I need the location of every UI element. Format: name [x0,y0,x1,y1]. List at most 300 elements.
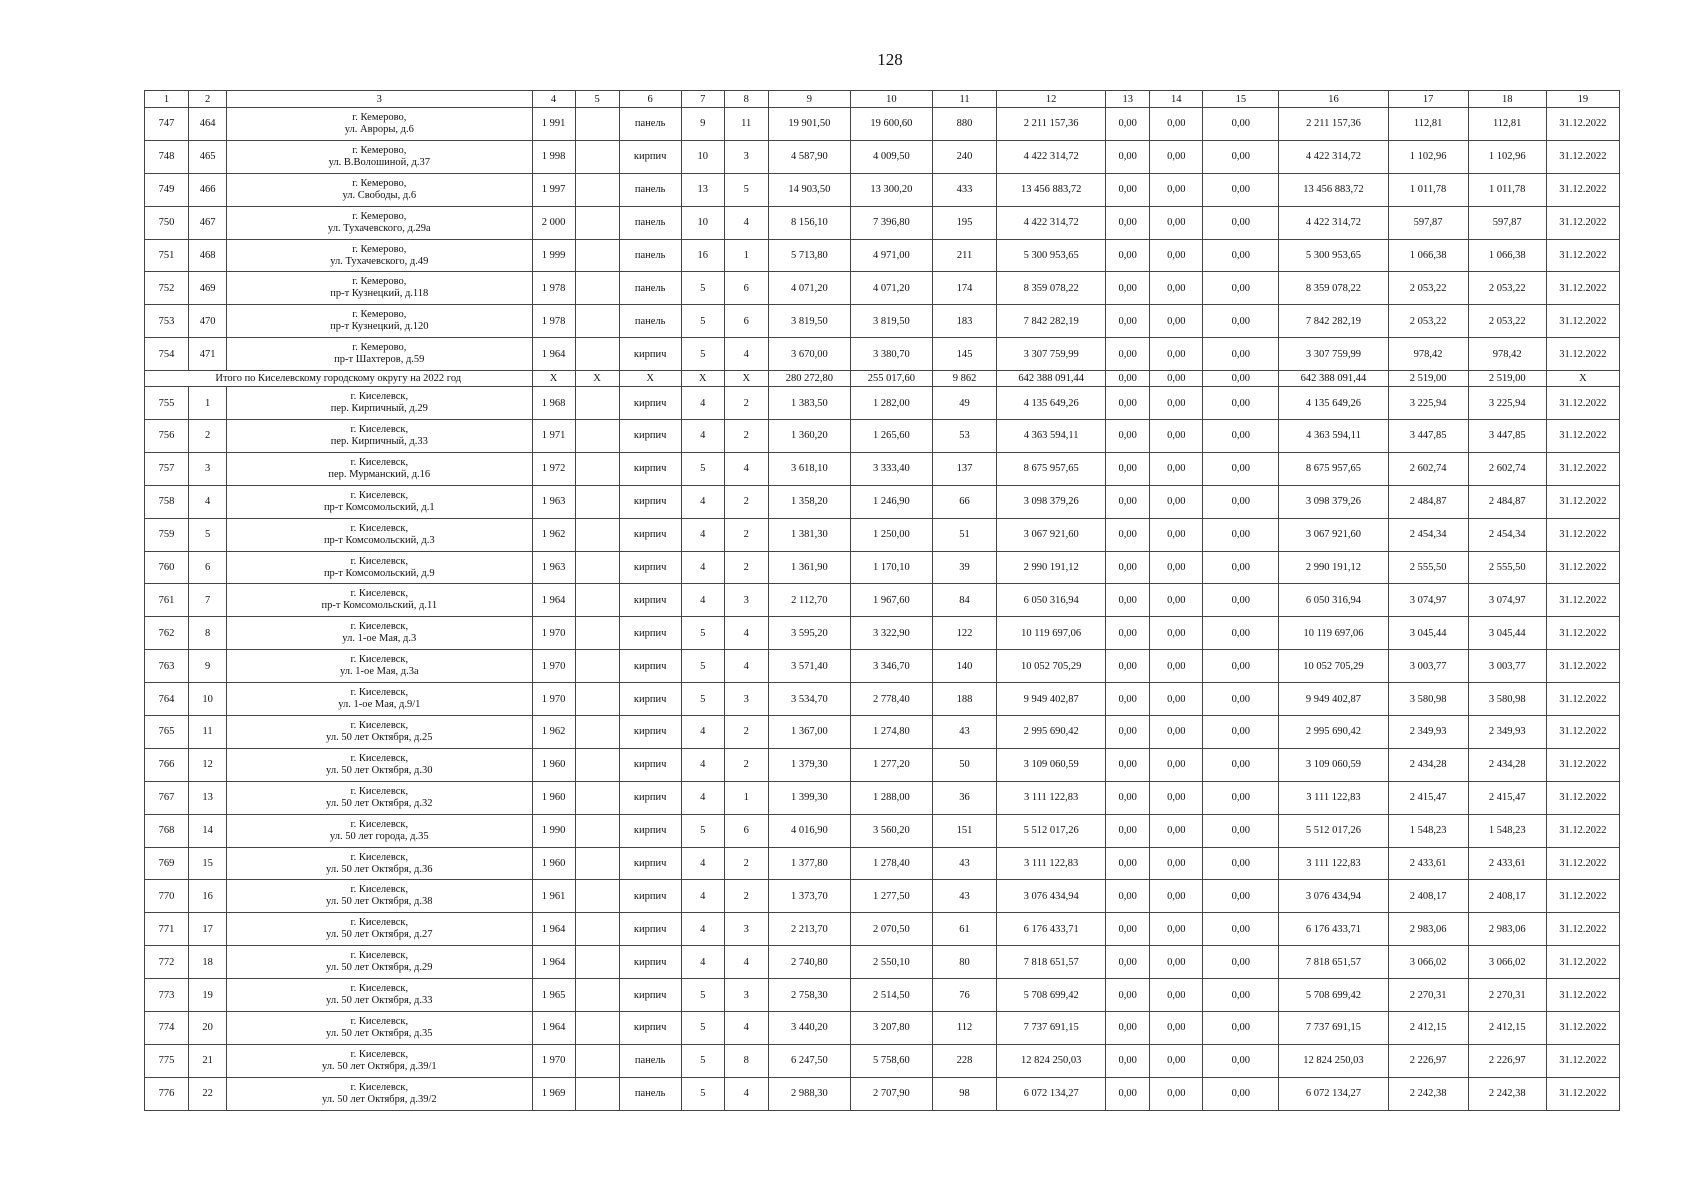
cell-c14: 0,00 [1150,781,1203,814]
cell-year: 1 970 [532,683,575,716]
cell-c18: 2 408,17 [1468,880,1546,913]
cell-address [227,452,532,485]
cell-n: 771 [145,913,189,946]
cell-c15: 0,00 [1203,814,1279,847]
cell-c19: 31.12.2022 [1546,584,1619,617]
cell-k: 17 [189,913,227,946]
cell-n: 760 [145,551,189,584]
cell-mat: панель [619,239,681,272]
cell-a10: 7 396,80 [850,206,932,239]
cell-a10: 3 380,70 [850,338,932,371]
cell-en: X [724,371,768,387]
cell-a9: 3 440,20 [768,1012,850,1045]
cell-c15: 0,00 [1203,305,1279,338]
cell-c12: 5 708 699,42 [997,979,1106,1012]
cell-c18: 3 580,98 [1468,683,1546,716]
cell-n: 750 [145,206,189,239]
cell-c11: 39 [932,551,996,584]
cell-c15: 0,00 [1203,272,1279,305]
cell-a9: 1 361,90 [768,551,850,584]
address-street: ул. Тухачевского, д.49 [330,255,429,267]
cell-c13: 0,00 [1106,584,1150,617]
cell-c13: 0,00 [1106,683,1150,716]
cell-mat: панель [619,305,681,338]
cell-c19: 31.12.2022 [1546,272,1619,305]
cell-c16: 10 052 705,29 [1279,650,1388,683]
cell-year: 1 970 [532,650,575,683]
cell-c12: 3 111 122,83 [997,781,1106,814]
cell-c19: 31.12.2022 [1546,452,1619,485]
cell-mat: панель [619,272,681,305]
cell-a9: 3 571,40 [768,650,850,683]
address-city: г. Киселевск, [350,917,409,929]
cell-address [227,716,532,749]
cell-fl: 4 [681,913,724,946]
address-street: ул. 1-ое Мая, д.3 [342,633,417,645]
cell-c5 [575,584,619,617]
cell-fl: 4 [681,880,724,913]
cell-c15: 0,00 [1203,847,1279,880]
cell-c14: 0,00 [1150,371,1203,387]
cell-a10: 1 274,80 [850,716,932,749]
cell-mat: панель [619,173,681,206]
column-number-18: 18 [1468,91,1546,108]
cell-year: 1 990 [532,814,575,847]
table-row [145,338,1620,371]
cell-a10: 2 550,10 [850,946,932,979]
cell-c13: 0,00 [1106,173,1150,206]
cell-n: 776 [145,1077,189,1110]
cell-year: 1 969 [532,1077,575,1110]
cell-a9: 3 595,20 [768,617,850,650]
cell-n: 751 [145,239,189,272]
cell-en: 2 [724,420,768,453]
cell-a10: 1 170,10 [850,551,932,584]
cell-c12: 3 109 060,59 [997,748,1106,781]
cell-c11: 43 [932,847,996,880]
cell-c17: 3 003,77 [1388,650,1468,683]
cell-c5 [575,650,619,683]
cell-year: 1 965 [532,979,575,1012]
cell-k: 22 [189,1077,227,1110]
cell-c14: 0,00 [1150,305,1203,338]
cell-en: 3 [724,683,768,716]
cell-c11: 240 [932,140,996,173]
cell-address [227,485,532,518]
cell-address [227,1077,532,1110]
cell-c12: 5 512 017,26 [997,814,1106,847]
cell-fl: 5 [681,1044,724,1077]
cell-fl: 4 [681,748,724,781]
cell-c13: 0,00 [1106,650,1150,683]
cell-c11: 61 [932,913,996,946]
table-row [145,1077,1620,1110]
cell-c19: 31.12.2022 [1546,551,1619,584]
cell-n: 759 [145,518,189,551]
total-label: Итого по Киселевскому городскому округу на 2022 год [145,371,533,387]
cell-en: 6 [724,305,768,338]
cell-c19: 31.12.2022 [1546,880,1619,913]
cell-c16: 642 388 091,44 [1279,371,1388,387]
cell-c11: 151 [932,814,996,847]
cell-c11: 137 [932,452,996,485]
cell-c12: 4 422 314,72 [997,206,1106,239]
cell-c5 [575,108,619,141]
cell-c18: 2 433,61 [1468,847,1546,880]
cell-c15: 0,00 [1203,1044,1279,1077]
cell-c19: 31.12.2022 [1546,420,1619,453]
table-row [145,485,1620,518]
table-row [145,206,1620,239]
address-street: пр-т Комсомольский, д.3 [323,534,435,546]
cell-c16: 4 135 649,26 [1279,387,1388,420]
cell-address [227,1012,532,1045]
cell-a9: 3 670,00 [768,338,850,371]
cell-c14: 0,00 [1150,814,1203,847]
cell-c14: 0,00 [1150,173,1203,206]
address-street: ул. 50 лет города, д.35 [329,830,429,842]
cell-c14: 0,00 [1150,387,1203,420]
cell-en: 3 [724,140,768,173]
cell-c17: 112,81 [1388,108,1468,141]
table-row [145,716,1620,749]
cell-fl: 5 [681,452,724,485]
cell-c13: 0,00 [1106,979,1150,1012]
cell-a10: 1 246,90 [850,485,932,518]
cell-address [227,239,532,272]
cell-year: 1 968 [532,387,575,420]
cell-k: 471 [189,338,227,371]
address-street: ул. 50 лет Октября, д.38 [326,896,433,908]
address-city: г. Киселевск, [350,456,409,468]
cell-c5 [575,173,619,206]
cell-c11: 433 [932,173,996,206]
cell-k: 15 [189,847,227,880]
cell-c14: 0,00 [1150,140,1203,173]
cell-c18: 1 102,96 [1468,140,1546,173]
cell-c19: 31.12.2022 [1546,485,1619,518]
cell-a10: 3 819,50 [850,305,932,338]
cell-mat: кирпич [619,880,681,913]
cell-fl: 5 [681,683,724,716]
cell-c19: 31.12.2022 [1546,1012,1619,1045]
cell-c13: 0,00 [1106,1012,1150,1045]
cell-c14: 0,00 [1150,880,1203,913]
cell-c11: 880 [932,108,996,141]
cell-n: 772 [145,946,189,979]
cell-a10: 1 278,40 [850,847,932,880]
cell-mat: кирпич [619,420,681,453]
cell-c12: 3 307 759,99 [997,338,1106,371]
cell-address [227,979,532,1012]
cell-c13: 0,00 [1106,239,1150,272]
cell-c12: 12 824 250,03 [997,1044,1106,1077]
cell-en: 2 [724,518,768,551]
cell-k: 466 [189,173,227,206]
cell-fl: 4 [681,387,724,420]
address-street: ул. 50 лет Октября, д.33 [326,995,433,1007]
cell-address [227,880,532,913]
cell-fl: 5 [681,650,724,683]
cell-c13: 0,00 [1106,420,1150,453]
cell-n: 773 [145,979,189,1012]
cell-k: 7 [189,584,227,617]
cell-mat: кирпич [619,650,681,683]
cell-c13: 0,00 [1106,371,1150,387]
cell-c13: 0,00 [1106,617,1150,650]
cell-fl: 4 [681,420,724,453]
cell-c14: 0,00 [1150,108,1203,141]
cell-c17: 2 053,22 [1388,272,1468,305]
cell-year: 1 962 [532,716,575,749]
cell-c13: 0,00 [1106,847,1150,880]
table-row [145,140,1620,173]
cell-a9: 1 399,30 [768,781,850,814]
cell-a10: 3 322,90 [850,617,932,650]
address-city: г. Киселевск, [350,621,409,633]
table-row [145,979,1620,1012]
cell-a10: 3 560,20 [850,814,932,847]
address-city: г. Киселевск, [350,1015,409,1027]
table-row [145,781,1620,814]
cell-c18: 3 003,77 [1468,650,1546,683]
cell-en: 4 [724,1012,768,1045]
cell-c17: 2 519,00 [1388,371,1468,387]
cell-address [227,338,532,371]
cell-a9: 2 740,80 [768,946,850,979]
cell-mat: кирпич [619,485,681,518]
cell-a10: 4 071,20 [850,272,932,305]
cell-c15: 0,00 [1203,748,1279,781]
cell-c12: 5 300 953,65 [997,239,1106,272]
cell-c19: 31.12.2022 [1546,140,1619,173]
address-city: г. Кемерово, [352,177,407,189]
cell-c17: 3 447,85 [1388,420,1468,453]
cell-a10: 3 207,80 [850,1012,932,1045]
cell-fl: 13 [681,173,724,206]
cell-c16: 2 211 157,36 [1279,108,1388,141]
address-street: ул. 1-ое Мая, д.9/1 [338,699,421,711]
cell-en: 1 [724,239,768,272]
cell-mat: кирпич [619,683,681,716]
cell-c18: 2 555,50 [1468,551,1546,584]
address-street: ул. 50 лет Октября, д.29 [326,962,433,974]
cell-c11: 49 [932,387,996,420]
cell-c13: 0,00 [1106,946,1150,979]
cell-c16: 6 072 134,27 [1279,1077,1388,1110]
cell-k: 19 [189,979,227,1012]
cell-n: 753 [145,305,189,338]
cell-c15: 0,00 [1203,650,1279,683]
table-row [145,305,1620,338]
cell-c18: 978,42 [1468,338,1546,371]
cell-address [227,140,532,173]
cell-n: 767 [145,781,189,814]
cell-address [227,272,532,305]
address-city: г. Киселевск, [350,785,409,797]
cell-mat: кирпич [619,452,681,485]
cell-en: 2 [724,880,768,913]
cell-a10: 1 265,60 [850,420,932,453]
cell-fl: 10 [681,206,724,239]
cell-c5 [575,206,619,239]
cell-c16: 13 456 883,72 [1279,173,1388,206]
address-street: ул. 50 лет Октября, д.27 [326,929,433,941]
address-street: ул. В.Волошиной, д.37 [328,156,430,168]
table-row [145,946,1620,979]
cell-address [227,551,532,584]
cell-k: 2 [189,420,227,453]
cell-year: 1 964 [532,338,575,371]
cell-address [227,305,532,338]
cell-a10: 19 600,60 [850,108,932,141]
cell-en: 2 [724,551,768,584]
address-city: г. Киселевск, [350,851,409,863]
cell-c17: 2 412,15 [1388,1012,1468,1045]
cell-c19: 31.12.2022 [1546,946,1619,979]
cell-c11: 98 [932,1077,996,1110]
cell-c17: 2 555,50 [1388,551,1468,584]
cell-c12: 10 052 705,29 [997,650,1106,683]
cell-c16: 7 842 282,19 [1279,305,1388,338]
cell-c14: 0,00 [1150,1012,1203,1045]
cell-c18: 112,81 [1468,108,1546,141]
column-number-row [145,91,1620,108]
cell-c11: 51 [932,518,996,551]
cell-a9: 4 016,90 [768,814,850,847]
cell-a9: 1 379,30 [768,748,850,781]
cell-fl: 5 [681,338,724,371]
cell-c17: 597,87 [1388,206,1468,239]
cell-c5 [575,781,619,814]
cell-c5 [575,1077,619,1110]
cell-k: 21 [189,1044,227,1077]
cell-c14: 0,00 [1150,683,1203,716]
cell-address [227,781,532,814]
cell-c18: 3 074,97 [1468,584,1546,617]
cell-c12: 3 111 122,83 [997,847,1106,880]
cell-c13: 0,00 [1106,387,1150,420]
cell-fl: 4 [681,518,724,551]
cell-fl: 4 [681,946,724,979]
cell-a10: 1 250,00 [850,518,932,551]
address-city: г. Киселевск, [350,719,409,731]
cell-a10: 1 288,00 [850,781,932,814]
table-row [145,913,1620,946]
cell-en: 2 [724,716,768,749]
address-street: пр-т Комсомольский, д.9 [323,567,435,579]
cell-c18: 597,87 [1468,206,1546,239]
cell-fl: 4 [681,584,724,617]
cell-c12: 2 990 191,12 [997,551,1106,584]
cell-n: 770 [145,880,189,913]
cell-mat: X [619,371,681,387]
cell-c11: 112 [932,1012,996,1045]
cell-a10: 3 346,70 [850,650,932,683]
cell-mat: кирпич [619,617,681,650]
cell-k: 8 [189,617,227,650]
cell-a9: 3 618,10 [768,452,850,485]
cell-c14: 0,00 [1150,272,1203,305]
cell-n: 754 [145,338,189,371]
cell-c14: 0,00 [1150,584,1203,617]
address-city: г. Киселевск, [350,950,409,962]
cell-n: 763 [145,650,189,683]
cell-c16: 8 675 957,65 [1279,452,1388,485]
table-row [145,584,1620,617]
cell-year: 1 971 [532,420,575,453]
cell-en: 2 [724,387,768,420]
cell-c19: 31.12.2022 [1546,387,1619,420]
cell-c15: 0,00 [1203,206,1279,239]
cell-c5 [575,485,619,518]
cell-c14: 0,00 [1150,617,1203,650]
cell-c15: 0,00 [1203,239,1279,272]
column-number-10: 10 [850,91,932,108]
cell-c11: 76 [932,979,996,1012]
cell-a9: 1 367,00 [768,716,850,749]
cell-c16: 10 119 697,06 [1279,617,1388,650]
cell-c14: 0,00 [1150,338,1203,371]
address-city: г. Киселевск, [350,687,409,699]
cell-c5 [575,716,619,749]
cell-c18: 2 519,00 [1468,371,1546,387]
cell-c19: 31.12.2022 [1546,913,1619,946]
cell-mat: кирпич [619,814,681,847]
cell-a9: 2 213,70 [768,913,850,946]
cell-a9: 2 112,70 [768,584,850,617]
cell-k: 468 [189,239,227,272]
address-street: ул. Свободы, д.6 [342,189,417,201]
cell-c12: 6 050 316,94 [997,584,1106,617]
address-city: г. Киселевск, [350,555,409,567]
cell-c5 [575,452,619,485]
cell-year: 1 970 [532,617,575,650]
cell-c15: 0,00 [1203,880,1279,913]
cell-c16: 5 708 699,42 [1279,979,1388,1012]
address-street: ул. 50 лет Октября, д.36 [326,863,433,875]
cell-c17: 3 225,94 [1388,387,1468,420]
cell-c5 [575,551,619,584]
cell-n: 768 [145,814,189,847]
cell-c14: 0,00 [1150,1077,1203,1110]
address-city: г. Кемерово, [352,111,407,123]
cell-c12: 9 949 402,87 [997,683,1106,716]
cell-fl: 5 [681,979,724,1012]
address-street: пр-т Кузнецкий, д.120 [330,321,429,333]
address-city: г. Киселевск, [350,423,409,435]
address-city: г. Киселевск, [350,983,409,995]
address-street: ул. 50 лет Октября, д.35 [326,1027,433,1039]
cell-en: 11 [724,108,768,141]
cell-year: 1 970 [532,1044,575,1077]
cell-c17: 3 580,98 [1388,683,1468,716]
column-number-1: 1 [145,91,189,108]
cell-fl: 5 [681,272,724,305]
cell-c18: 2 349,93 [1468,716,1546,749]
cell-c19: 31.12.2022 [1546,814,1619,847]
cell-c16: 3 111 122,83 [1279,781,1388,814]
cell-en: 4 [724,338,768,371]
cell-c11: 183 [932,305,996,338]
cell-c18: 1 548,23 [1468,814,1546,847]
address-city: г. Кемерово, [352,243,407,255]
cell-year: 1 960 [532,847,575,880]
cell-c5 [575,847,619,880]
cell-c17: 2 484,87 [1388,485,1468,518]
cell-c17: 1 011,78 [1388,173,1468,206]
cell-c16: 2 990 191,12 [1279,551,1388,584]
